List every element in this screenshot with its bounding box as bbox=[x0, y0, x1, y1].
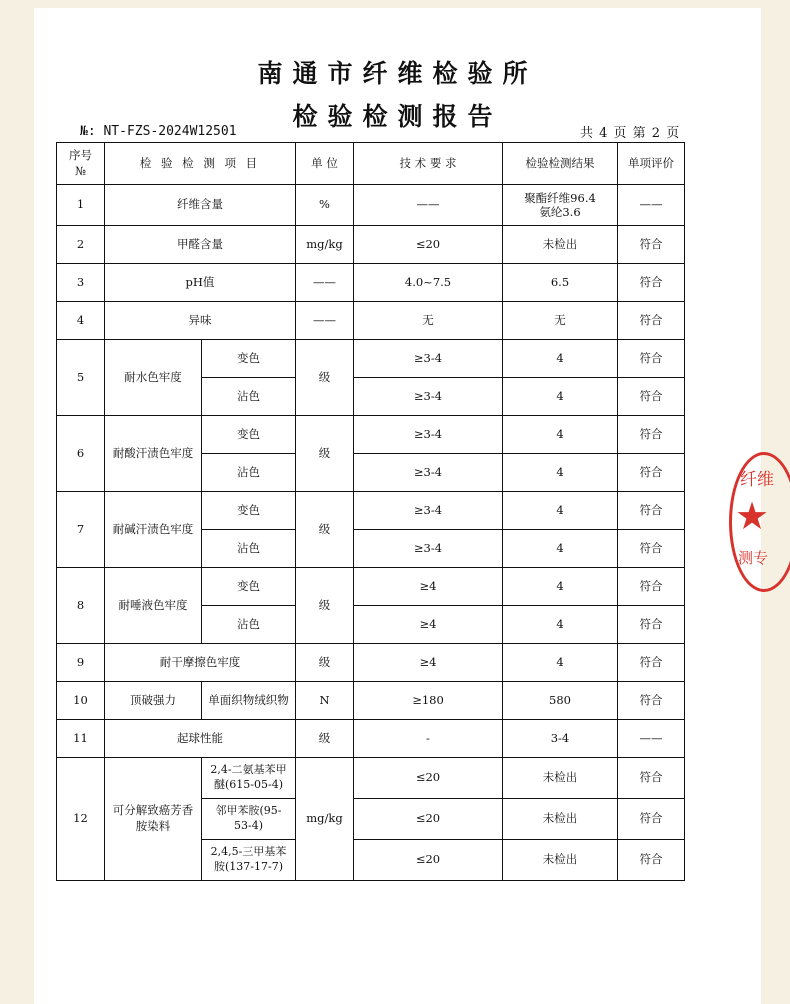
table-row bbox=[57, 226, 685, 264]
header-requirement: 技 术 要 求 bbox=[354, 143, 503, 185]
header-no: 序号 № bbox=[57, 143, 105, 185]
row-evaluation: 符合 bbox=[618, 302, 685, 340]
row-evaluation: 符合 bbox=[618, 840, 685, 881]
page-info: 共 4 页 第 2 页 bbox=[580, 126, 681, 141]
table-row bbox=[57, 568, 685, 606]
row-evaluation: 符合 bbox=[618, 606, 685, 644]
row-result: 4 bbox=[503, 530, 618, 568]
row-requirement: ≤20 bbox=[354, 840, 503, 881]
document-number: №: NT-FZS-2024W12501 bbox=[80, 124, 237, 139]
row-subitem: 邻甲苯胺(95- 53-4) bbox=[202, 799, 296, 840]
row-evaluation: 符合 bbox=[618, 416, 685, 454]
header-item: 检 验 检 测 项 目 bbox=[105, 143, 296, 185]
row-unit: 级 bbox=[296, 416, 354, 492]
row-requirement: ≥4 bbox=[354, 644, 503, 682]
row-unit: 级 bbox=[296, 340, 354, 416]
row-no: 3 bbox=[57, 264, 105, 302]
table-row bbox=[57, 758, 685, 799]
row-evaluation: —— bbox=[618, 185, 685, 226]
row-unit: —— bbox=[296, 302, 354, 340]
table-header-row bbox=[57, 143, 685, 185]
row-evaluation: 符合 bbox=[618, 758, 685, 799]
row-requirement: ≤20 bbox=[354, 799, 503, 840]
row-requirement: ≥3-4 bbox=[354, 378, 503, 416]
row-item: pH值 bbox=[105, 264, 296, 302]
row-result: 聚酯纤维96.4 氨纶3.6 bbox=[503, 185, 618, 226]
row-subitem: 沾色 bbox=[202, 454, 296, 492]
row-requirement: ≥3-4 bbox=[354, 492, 503, 530]
row-subitem: 变色 bbox=[202, 568, 296, 606]
row-unit: 级 bbox=[296, 720, 354, 758]
table-row bbox=[57, 682, 685, 720]
results-table bbox=[56, 142, 685, 881]
row-evaluation: 符合 bbox=[618, 454, 685, 492]
table-row bbox=[57, 185, 685, 226]
row-result: 6.5 bbox=[503, 264, 618, 302]
row-no: 12 bbox=[57, 758, 105, 881]
header-result: 检验检测结果 bbox=[503, 143, 618, 185]
row-no: 5 bbox=[57, 340, 105, 416]
row-requirement: ≥4 bbox=[354, 568, 503, 606]
row-item: 顶破强力 bbox=[105, 682, 202, 720]
row-result: 4 bbox=[503, 454, 618, 492]
row-no: 10 bbox=[57, 682, 105, 720]
row-requirement: ≥3-4 bbox=[354, 530, 503, 568]
row-evaluation: 符合 bbox=[618, 378, 685, 416]
row-item: 耐唾液色牢度 bbox=[105, 568, 202, 644]
stamp-top-text: 纤维 bbox=[740, 470, 774, 490]
row-result: 4 bbox=[503, 416, 618, 454]
table-row bbox=[57, 302, 685, 340]
row-requirement: ≥4 bbox=[354, 606, 503, 644]
row-unit: % bbox=[296, 185, 354, 226]
row-subitem: 沾色 bbox=[202, 378, 296, 416]
row-no: 2 bbox=[57, 226, 105, 264]
row-unit: 级 bbox=[296, 644, 354, 682]
row-requirement: ≥3-4 bbox=[354, 340, 503, 378]
row-item: 纤维含量 bbox=[105, 185, 296, 226]
row-requirement: ≥3-4 bbox=[354, 416, 503, 454]
row-no: 7 bbox=[57, 492, 105, 568]
row-result: 无 bbox=[503, 302, 618, 340]
row-evaluation: 符合 bbox=[618, 492, 685, 530]
stamp-bottom-text: 测专 bbox=[738, 549, 769, 567]
row-evaluation: —— bbox=[618, 720, 685, 758]
header-unit: 单 位 bbox=[296, 143, 354, 185]
table-row bbox=[57, 492, 685, 530]
row-subitem: 沾色 bbox=[202, 606, 296, 644]
row-result: 未检出 bbox=[503, 840, 618, 881]
row-result: 未检出 bbox=[503, 758, 618, 799]
row-subitem: 单面织物绒织物 bbox=[202, 682, 296, 720]
row-no: 8 bbox=[57, 568, 105, 644]
row-evaluation: 符合 bbox=[618, 799, 685, 840]
row-subitem: 2,4-二氨基苯甲 醚(615-05-4) bbox=[202, 758, 296, 799]
row-result: 4 bbox=[503, 644, 618, 682]
row-requirement: - bbox=[354, 720, 503, 758]
row-requirement: 4.0~7.5 bbox=[354, 264, 503, 302]
table-row bbox=[57, 340, 685, 378]
row-unit: mg/kg bbox=[296, 226, 354, 264]
row-evaluation: 符合 bbox=[618, 226, 685, 264]
row-result: 3-4 bbox=[503, 720, 618, 758]
row-evaluation: 符合 bbox=[618, 530, 685, 568]
row-unit: 级 bbox=[296, 492, 354, 568]
report-title: 检验检测报告 bbox=[292, 102, 503, 131]
row-result: 4 bbox=[503, 340, 618, 378]
row-requirement: ≥180 bbox=[354, 682, 503, 720]
row-item: 起球性能 bbox=[105, 720, 296, 758]
row-item: 耐水色牢度 bbox=[105, 340, 202, 416]
row-subitem: 变色 bbox=[202, 492, 296, 530]
row-evaluation: 符合 bbox=[618, 644, 685, 682]
org-title: 南通市纤维检验所 bbox=[257, 59, 538, 88]
row-subitem: 2,4,5-三甲基苯 胺(137-17-7) bbox=[202, 840, 296, 881]
star-icon: ★ bbox=[735, 494, 770, 538]
row-result: 4 bbox=[503, 378, 618, 416]
row-subitem: 沾色 bbox=[202, 530, 296, 568]
row-requirement: ≤20 bbox=[354, 226, 503, 264]
header-evaluation: 单项评价 bbox=[618, 143, 685, 185]
official-stamp bbox=[729, 452, 790, 592]
row-item: 可分解致癌芳香 胺染料 bbox=[105, 758, 202, 881]
table-row bbox=[57, 644, 685, 682]
row-evaluation: 符合 bbox=[618, 264, 685, 302]
row-item: 耐碱汗渍色牢度 bbox=[105, 492, 202, 568]
row-result: 580 bbox=[503, 682, 618, 720]
row-result: 4 bbox=[503, 568, 618, 606]
row-requirement: —— bbox=[354, 185, 503, 226]
row-no: 11 bbox=[57, 720, 105, 758]
row-unit: —— bbox=[296, 264, 354, 302]
row-evaluation: 符合 bbox=[618, 340, 685, 378]
row-result: 4 bbox=[503, 606, 618, 644]
row-item: 耐干摩擦色牢度 bbox=[105, 644, 296, 682]
row-subitem: 变色 bbox=[202, 340, 296, 378]
row-unit: mg/kg bbox=[296, 758, 354, 881]
row-unit: N bbox=[296, 682, 354, 720]
row-item: 异味 bbox=[105, 302, 296, 340]
row-requirement: ≤20 bbox=[354, 758, 503, 799]
table-row bbox=[57, 264, 685, 302]
row-item: 甲醛含量 bbox=[105, 226, 296, 264]
row-result: 4 bbox=[503, 492, 618, 530]
row-requirement: 无 bbox=[354, 302, 503, 340]
row-no: 4 bbox=[57, 302, 105, 340]
row-result: 未检出 bbox=[503, 799, 618, 840]
row-no: 1 bbox=[57, 185, 105, 226]
row-unit: 级 bbox=[296, 568, 354, 644]
row-evaluation: 符合 bbox=[618, 682, 685, 720]
table-row bbox=[57, 720, 685, 758]
row-result: 未检出 bbox=[503, 226, 618, 264]
row-item: 耐酸汗渍色牢度 bbox=[105, 416, 202, 492]
row-requirement: ≥3-4 bbox=[354, 454, 503, 492]
table-row bbox=[57, 416, 685, 454]
row-subitem: 变色 bbox=[202, 416, 296, 454]
row-evaluation: 符合 bbox=[618, 568, 685, 606]
row-no: 6 bbox=[57, 416, 105, 492]
row-no: 9 bbox=[57, 644, 105, 682]
